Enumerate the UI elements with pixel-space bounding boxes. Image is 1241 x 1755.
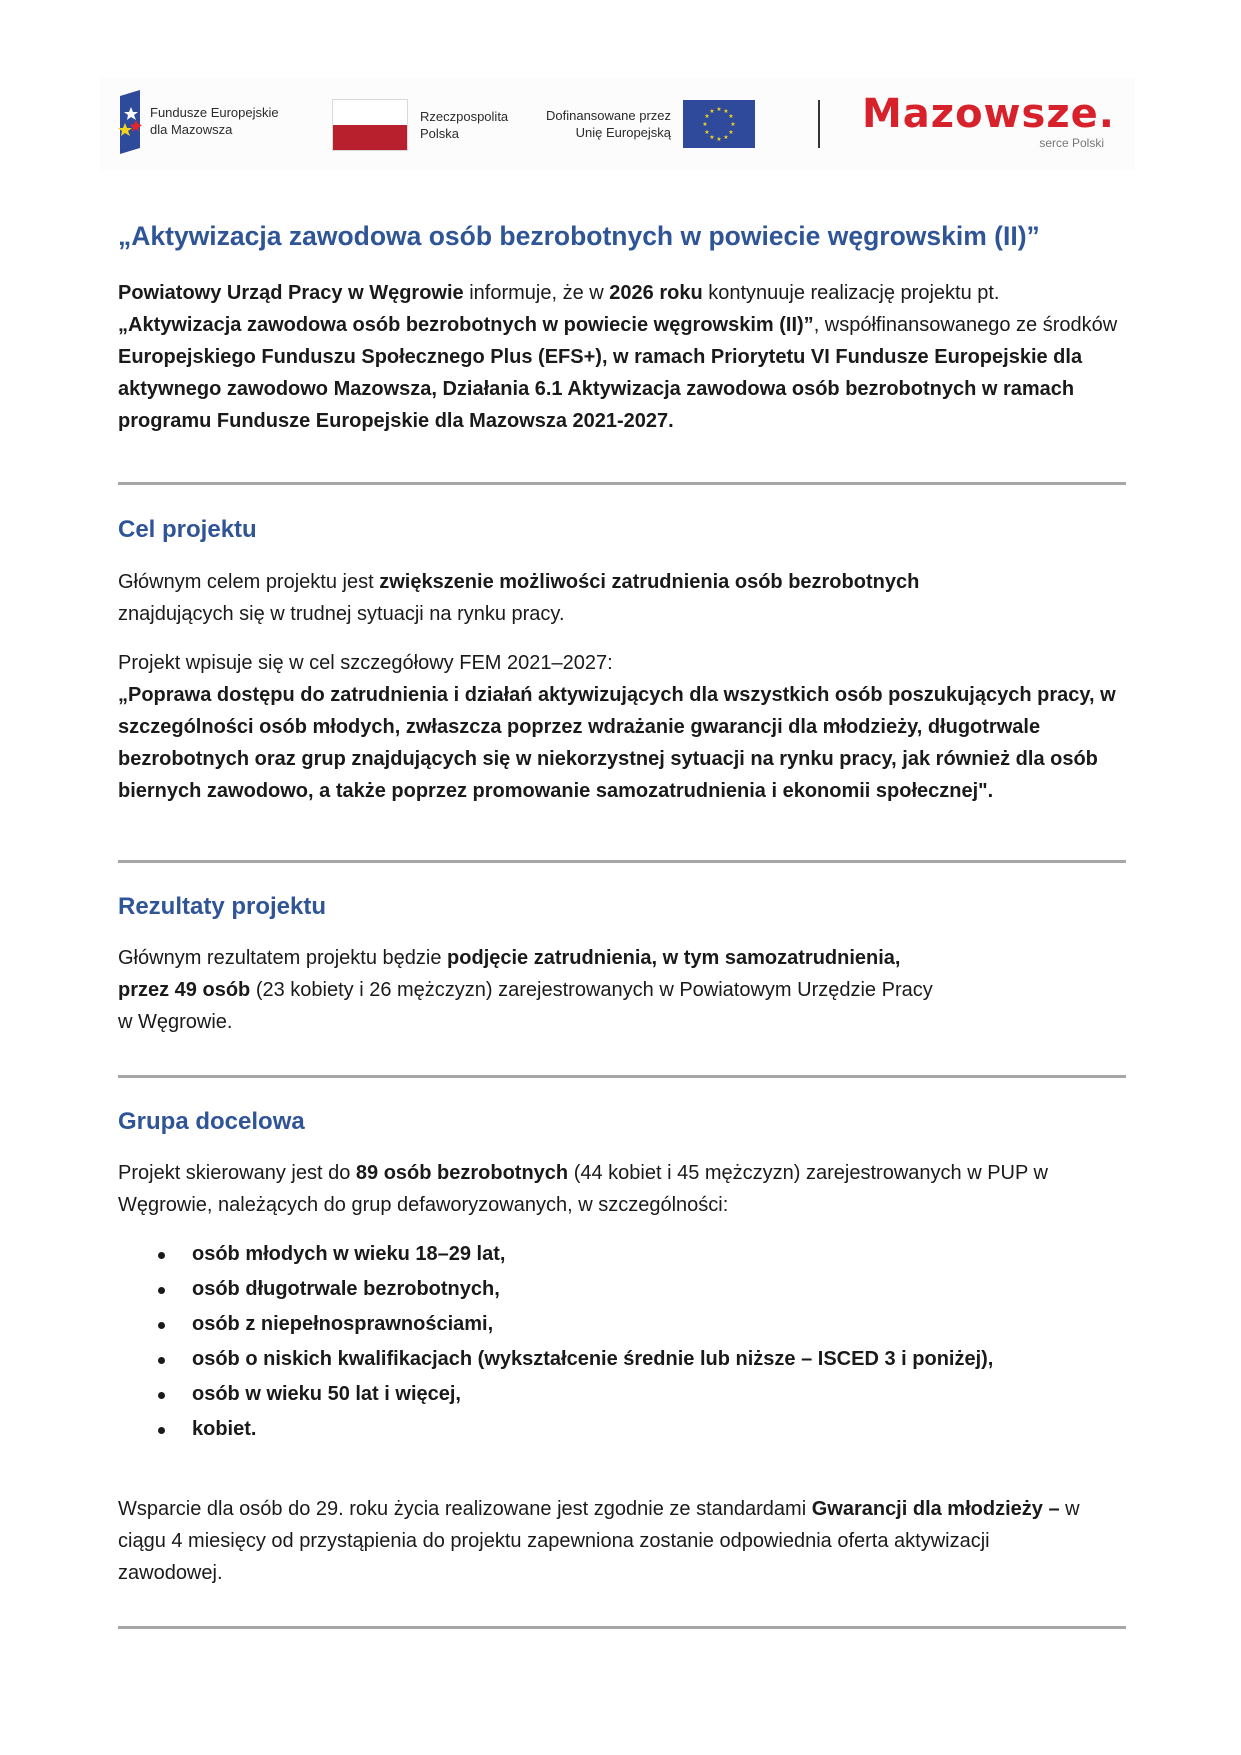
page-title: „Aktywizacja zawodowa osób bezrobotnych w powiecie węgrowskim (II)”: [118, 221, 1040, 251]
bullet-icon: [158, 1427, 165, 1434]
grupa-text-2: (44 kobiet i 45 mężczyzn) zarejestrowanych w PUP w Węgrowie, należących do grup defaworyzowanych, w szczególności:: [118, 1162, 1048, 1216]
divider: [118, 860, 1126, 863]
mazowsze-tagline: serce Polski: [1039, 136, 1104, 150]
divider: [118, 482, 1126, 485]
bullet-icon: [158, 1392, 165, 1399]
svg-text:★: ★: [728, 113, 734, 120]
logo-separator: [818, 100, 820, 148]
list-item-text: osób w wieku 50 lat i więcej,: [192, 1383, 461, 1405]
section-heading-rezultaty: Rezultaty projektu: [118, 893, 327, 920]
svg-text:★: ★: [702, 121, 708, 128]
divider: [118, 1075, 1126, 1078]
list-item: [118, 1377, 993, 1412]
section-heading-cel: Cel projektu: [118, 516, 257, 543]
svg-text:★: ★: [723, 134, 729, 141]
rp-line1: Rzeczpospolita: [420, 109, 509, 124]
fe-star-icon: [116, 90, 136, 152]
youth-guarantee-paragraph: [118, 1493, 1088, 1589]
bullet-icon: [158, 1287, 165, 1294]
svg-text:★: ★: [709, 134, 715, 141]
bullet-icon: [158, 1322, 165, 1329]
list-item: [118, 1342, 993, 1377]
youth-text-1: Wsparcie dla osób do 29. roku życia realizowane jest zgodnie ze standardami: [118, 1498, 812, 1520]
cel-fem-intro: Projekt wpisuje się w cel szczegółowy FEM 2021–2027:: [118, 652, 613, 674]
logo-bar: [100, 78, 1135, 170]
intro-year: 2026 roku: [609, 282, 703, 304]
rp-line2: Polska: [420, 126, 460, 141]
youth-guarantee: Gwarancji dla młodzieży –: [811, 1498, 1060, 1520]
svg-text:★: ★: [704, 113, 710, 120]
svg-text:★: ★: [716, 106, 722, 113]
rezultaty-text-2: (23 kobiety i 26 mężczyzn) zarejestrowanych w Powiatowym Urzędzie Pracy: [250, 979, 933, 1001]
list-item-text: osób o niskich kwalifikacjach (wykształcenie średnie lub niższe – ISCED 3 i poniżej),: [192, 1348, 994, 1370]
svg-text:★: ★: [704, 129, 710, 136]
eu-line2: Unię Europejską: [575, 125, 672, 140]
svg-text:★: ★: [728, 129, 734, 136]
youth-text-2: w ciągu 4 miesięcy od przystąpienia do projektu zapewniona zostanie odpowiednia oferta aktywizacji zawodowej.: [118, 1498, 1080, 1584]
rezultaty-outcome: podjęcie zatrudnienia, w tym samozatrudnienia,: [447, 947, 901, 969]
rzeczpospolita-polska-logo: [332, 99, 508, 151]
list-item: [118, 1307, 993, 1342]
grupa-count: 89 osób bezrobotnych: [355, 1162, 569, 1184]
rezultaty-text-1: Głównym rezultatem projektu będzie: [118, 947, 448, 969]
target-group-list: [118, 1237, 993, 1447]
mazowsze-wordmark: Mazowsze.: [862, 91, 1115, 137]
svg-text:★: ★: [716, 136, 722, 143]
svg-text:★: ★: [709, 108, 715, 115]
svg-text:★: ★: [723, 108, 729, 115]
intro-paragraph: [118, 277, 1128, 437]
fe-line2: dla Mazowsza: [150, 122, 233, 137]
fundusze-europejskie-logo: [116, 90, 279, 152]
eu-cofinanced-logo: [546, 100, 755, 148]
polish-flag-icon: [332, 99, 408, 151]
divider: [118, 1626, 1126, 1629]
intro-text-3: , współfinansowanego ze środków: [813, 314, 1118, 336]
rezultaty-text-3: w Węgrowie.: [118, 1011, 233, 1033]
cel-text-1: Głównym celem projektu jest: [118, 571, 380, 593]
intro-funding-source: Europejskiego Funduszu Społecznego Plus (EFS+), w ramach Priorytetu VI Fundusze Europejskie dla aktywnego zawodowo Mazowsza, Działania 6.1 Aktywizacja zawodowa osób bezrobotnych w ramach programu Fundusze Europejskie dla Mazowsza 2021-2027.: [118, 346, 1083, 432]
list-item: [118, 1237, 993, 1272]
list-item: [118, 1272, 993, 1307]
intro-office-name: Powiatowy Urząd Pracy w Węgrowie: [118, 282, 464, 304]
intro-text-1: informuje, że w: [463, 282, 610, 304]
fe-line1: Fundusze Europejskie: [150, 105, 279, 120]
bullet-icon: [158, 1252, 165, 1259]
cel-paragraph: [118, 566, 1018, 630]
section-heading-grupa: Grupa docelowa: [118, 1108, 305, 1135]
grupa-paragraph: [118, 1157, 1088, 1221]
rezultaty-count: przez 49 osób: [118, 979, 251, 1001]
cel-text-2: znajdujących się w trudnej sytuacji na rynku pracy.: [118, 603, 565, 625]
cel-fem-paragraph: [118, 647, 1128, 807]
list-item-text: osób młodych w wieku 18–29 lat,: [192, 1243, 506, 1265]
intro-project-name: „Aktywizacja zawodowa osób bezrobotnych w powiecie węgrowskim (II)”: [118, 314, 814, 336]
intro-text-2: kontynuuje realizację projektu pt.: [702, 282, 1000, 304]
rezultaty-paragraph: [118, 942, 1128, 1038]
eu-flag-icon: [683, 100, 755, 148]
eu-line1: Dofinansowane przez: [546, 108, 672, 123]
list-item-text: osób długotrwale bezrobotnych,: [192, 1278, 500, 1300]
cel-fem-quote: „Poprawa dostępu do zatrudnienia i działań aktywizujących dla wszystkich osób poszukujących pracy, w szczególności osób młodych, zwłaszcza poprzez wdrażanie gwarancji dla młodzieży, długotrwale bezrobotnych oraz grup znajdujących się w niekorzystnej sytuacji na rynku pracy, jak również dla osób biernych zawodowo, a także poprzez promowanie samozatrudnienia i ekonomii społecznej".: [118, 684, 1116, 802]
list-item-text: kobiet.: [192, 1418, 257, 1440]
cel-goal: zwiększenie możliwości zatrudnienia osób bezrobotnych: [379, 571, 920, 593]
list-item: [118, 1412, 993, 1447]
mazowsze-logo: [862, 92, 1122, 156]
svg-text:★: ★: [730, 121, 736, 128]
list-item-text: osób z niepełnosprawnościami,: [192, 1313, 494, 1335]
bullet-icon: [158, 1357, 165, 1364]
grupa-text-1: Projekt skierowany jest do: [118, 1162, 356, 1184]
